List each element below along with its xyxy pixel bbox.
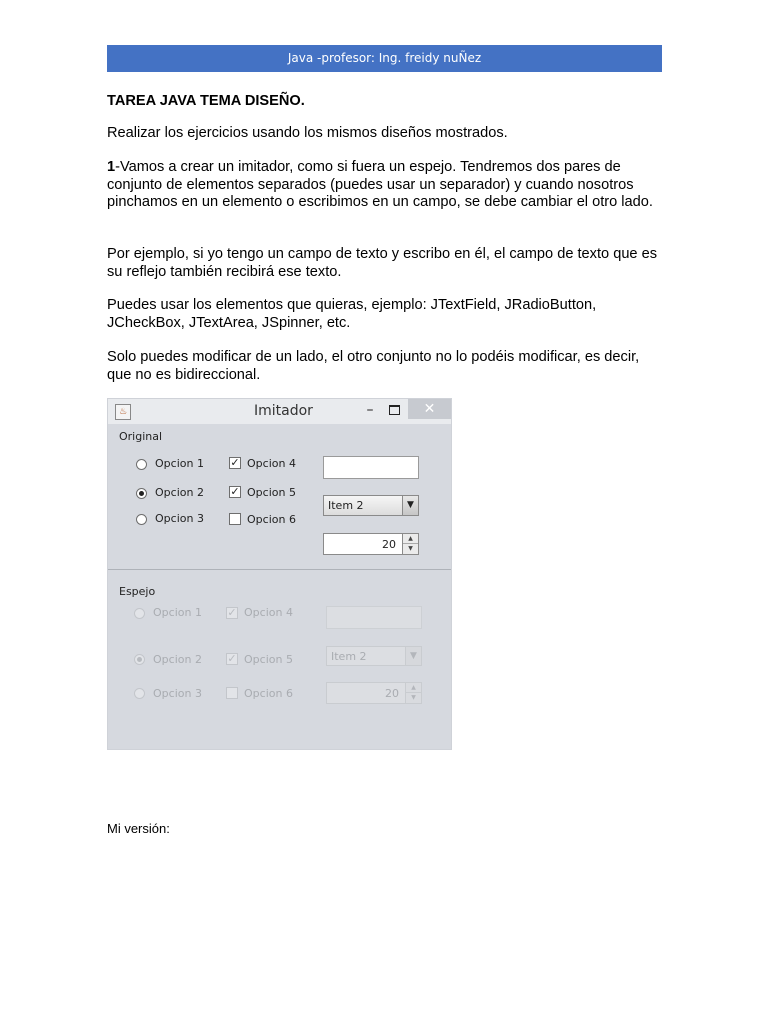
spinner-buttons — [402, 534, 418, 554]
original-radio-1[interactable] — [136, 459, 147, 470]
original-combo-value: Item 2 — [328, 499, 364, 512]
section-separator — [108, 569, 451, 570]
original-radio-3-label: Opcion 3 — [155, 512, 204, 525]
exercise-number: 1 — [107, 159, 116, 175]
chevron-down-icon[interactable]: ▼ — [402, 496, 418, 515]
radio-selected-dot — [137, 657, 142, 662]
spinner-up-icon: ▲ — [406, 683, 421, 693]
mirror-radio-1 — [134, 608, 145, 619]
original-radio-2-label: Opcion 2 — [155, 486, 204, 499]
paragraph-exercise-1 — [107, 159, 663, 212]
exercise-text: -Vamos a crear un imitador, como si fuera un espejo. Tendremos dos pares de conjunto de elementos separados (puedes usar un separador) y cuando nosotros pinchamos en un elemento o escribimos en un campo, se debe cambiar el otro lado. — [107, 159, 653, 211]
mirror-radio-2-label: Opcion 2 — [153, 653, 202, 666]
mirror-spinner — [326, 682, 422, 704]
my-version-label: Mi versión: — [107, 821, 170, 836]
chevron-down-icon: ▼ — [405, 647, 421, 665]
radio-selected-dot — [139, 491, 144, 496]
original-checkbox-5[interactable]: ✓ — [230, 485, 240, 498]
original-combo-box[interactable] — [323, 495, 419, 516]
original-radio-2[interactable] — [136, 488, 147, 499]
original-label: Original — [119, 430, 163, 443]
document-title: TAREA JAVA TEMA DISEÑO. — [107, 93, 305, 109]
paragraph-elements: Puedes usar los elementos que quieras, ejemplo: JTextField, JRadioButton, JCheckBox, JTextArea, JSpinner, etc. — [107, 297, 597, 331]
original-checkbox-4[interactable]: ✓ — [230, 456, 240, 469]
original-spinner[interactable] — [323, 533, 419, 555]
mirror-radio-3 — [134, 688, 145, 699]
mirror-checkbox-6 — [226, 687, 238, 699]
mirror-label: Espejo — [119, 585, 156, 598]
original-text-field[interactable] — [323, 456, 419, 479]
mirror-checkbox-4-label: Opcion 4 — [244, 606, 293, 619]
maximize-button[interactable] — [389, 405, 400, 415]
original-checkbox-6[interactable] — [229, 513, 241, 525]
original-checkbox-5-label: Opcion 5 — [247, 486, 296, 499]
mirror-radio-3-label: Opcion 3 — [153, 687, 202, 700]
mirror-text-field — [326, 606, 422, 629]
minimize-button[interactable]: – — [366, 402, 374, 418]
window-titlebar — [108, 399, 451, 424]
imitador-window — [107, 398, 452, 750]
spinner-down-icon[interactable]: ▼ — [408, 545, 413, 552]
spinner-up-icon[interactable]: ▲ — [403, 534, 418, 544]
original-checkbox-6-label: Opcion 6 — [247, 513, 296, 526]
mirror-checkbox-4: ✓ — [227, 606, 237, 619]
mirror-combo-box — [326, 646, 422, 666]
mirror-checkbox-5-label: Opcion 5 — [244, 653, 293, 666]
spinner-down-icon: ▼ — [411, 694, 416, 701]
original-spinner-value: 20 — [382, 538, 396, 551]
paragraph-example: Por ejemplo, si yo tengo un campo de texto y escribo en él, el campo de texto que es su reflejo también recibirá ese texto. — [107, 246, 658, 280]
paragraph-restriction: Solo puedes modificar de un lado, el otro conjunto no lo podéis modificar, es decir, que no es bidireccional. — [107, 349, 640, 383]
window-title: Imitador — [254, 403, 313, 419]
mirror-checkbox-6-label: Opcion 6 — [244, 687, 293, 700]
original-radio-3[interactable] — [136, 514, 147, 525]
mirror-checkbox-5: ✓ — [227, 652, 237, 665]
original-radio-1-label: Opcion 1 — [155, 457, 204, 470]
mirror-combo-value: Item 2 — [331, 650, 367, 663]
spinner-buttons — [405, 683, 421, 703]
mirror-radio-2 — [134, 654, 145, 665]
document-header: Java -profesor: Ing. freidy nuÑez — [107, 45, 662, 72]
original-checkbox-4-label: Opcion 4 — [247, 457, 296, 470]
java-app-icon: ♨ — [115, 404, 131, 420]
paragraph-intro: Realizar los ejercicios usando los mismos diseños mostrados. — [107, 125, 508, 141]
mirror-radio-1-label: Opcion 1 — [153, 606, 202, 619]
close-button[interactable]: ✕ — [408, 399, 451, 419]
mirror-spinner-value: 20 — [385, 687, 399, 700]
